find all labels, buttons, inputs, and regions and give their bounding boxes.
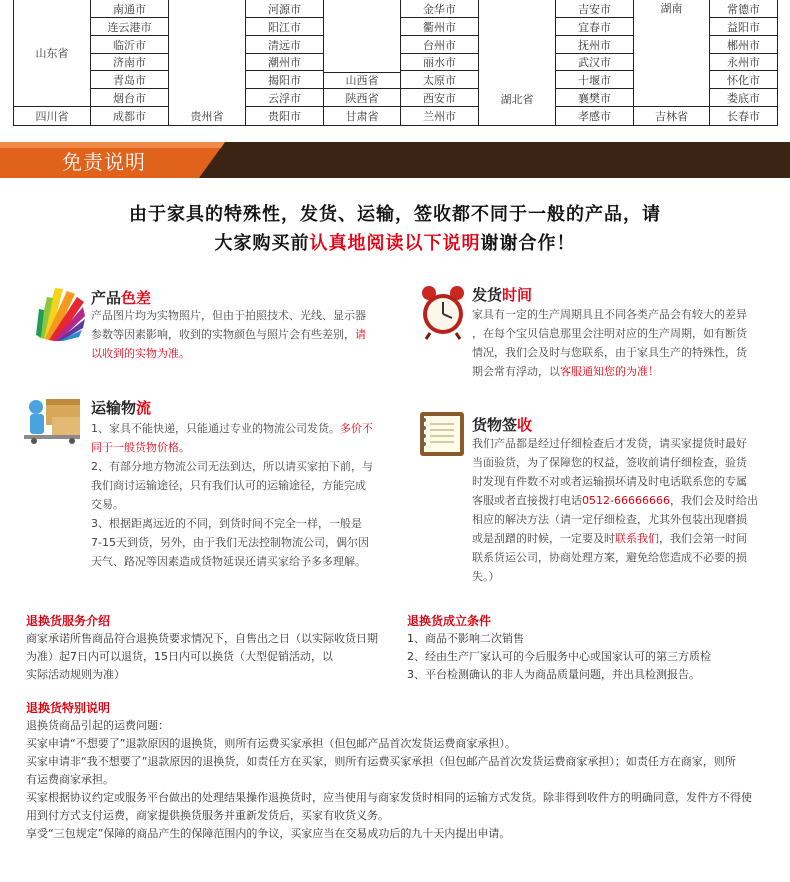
logistics-line-1-a: 1、家具不能快递，只能通过专业的物流公司发货。 xyxy=(91,422,340,435)
city-cell: 湖北省 xyxy=(478,0,556,126)
city-cell: 清远市 xyxy=(245,35,324,54)
city-cell: 丽水市 xyxy=(400,53,479,71)
banner-title: 免责说明 xyxy=(62,150,146,174)
delivery-line-4-red: 客服通知您的为准！ xyxy=(560,365,659,378)
receipt-line-4-a: 客服或者直接拨打电话 xyxy=(472,494,582,507)
receipt-block-title xyxy=(472,414,532,435)
receipt-line-5: 相应的解决方法（请一定仔细检查，尤其外包装出现磨损 xyxy=(472,513,747,526)
color-line-1: 产品图片均为实物照片，但由于拍照技术、光线、显示器 xyxy=(91,309,366,322)
color-block-title xyxy=(91,287,151,308)
logistics-line-6: 3、根据距离远近的不同，到货时间不完全一样，一般是 xyxy=(91,517,362,530)
city-cell: 甘肃省 xyxy=(323,106,401,126)
logistics-line-1 xyxy=(91,419,391,438)
logistics-title-red: 流 xyxy=(136,399,152,417)
city-cell: 湖南 xyxy=(633,0,710,107)
city-cell: 揭阳市 xyxy=(245,70,324,89)
city-cell: 衢州市 xyxy=(400,17,479,36)
city-cell: 河源市 xyxy=(245,0,324,18)
delivery-boxes-icon xyxy=(22,393,86,445)
logistics-line-5: 交易。 xyxy=(91,498,124,511)
city-cell: 西安市 xyxy=(400,88,479,107)
special-line: 买家申请“不想要了”退款原因的退换货，则所有运费买家承担（但包邮产品首次发货运费商家承担）。 xyxy=(26,737,516,750)
receipt-line-3: 时发现有件数不对或者运输损坏请及时电话联系您的专属 xyxy=(472,475,747,488)
special-line: 买家根据协议约定或服务平台做出的处理结果操作退换货时，应当使用与商家发货时相同的运输方式发货。除非得到收件方的明确同意，发件方不得使 xyxy=(26,791,752,804)
logistics-title-a: 运输物 xyxy=(91,399,137,417)
city-cell: 陕西省 xyxy=(323,88,401,107)
color-title-red: 色差 xyxy=(121,289,152,307)
city-cell: 襄樊市 xyxy=(555,88,634,107)
delivery-block-title xyxy=(472,284,532,305)
color-line-2-a: 参数等因素影响，收到的实物颜色与照片会有些差别， xyxy=(91,328,355,341)
returns-intro-line-1: 商家承诺所售商品符合退换货要求情况下，自售出之日（以实际收货日期 xyxy=(26,632,378,645)
special-line: 有运费商家承担。 xyxy=(26,773,114,786)
city-cell: 孝感市 xyxy=(555,106,634,126)
receipt-line-6-b: ，我们会第一时间 xyxy=(659,532,747,545)
receipt-title-a: 货物签 xyxy=(472,416,518,434)
city-cell: 青岛市 xyxy=(90,70,169,89)
logistics-line-3: 2、有部分地方物流公司无法到达，所以请买家拍下前，与 xyxy=(91,460,373,473)
returns-conditions-list xyxy=(407,630,777,684)
city-cell: 怀化市 xyxy=(709,70,778,89)
receipt-line-4 xyxy=(472,491,772,510)
returns-conditions-title: 退换货成立条件 xyxy=(407,614,492,628)
color-swatch-icon xyxy=(33,283,85,343)
returns-intro-title: 退换货服务介绍 xyxy=(26,614,111,628)
notebook-icon xyxy=(416,410,468,458)
headline-line-1: 由于家具的特殊性，发货、运输，签收都不同于一般的产品，请 xyxy=(129,204,661,225)
special-line: 买家申请非“我不想要了”退款原因的退换货，如责任方在买家，则所有运费买家承担（但包邮产品首次发货运费商家承担）；如责任方在商家，则所 xyxy=(26,755,736,768)
receipt-line-4-b: ，我们会及时给出 xyxy=(669,494,758,507)
city-cell: 贵州省 xyxy=(168,0,246,126)
city-cell: 常德市 xyxy=(709,0,778,18)
delivery-line-2: ，在每个宝贝信息那里会注明对应的生产周期，如有断货 xyxy=(472,327,747,340)
city-cell: 烟台市 xyxy=(90,88,169,107)
returns-special-title: 退换货特别说明 xyxy=(26,701,111,715)
delivery-block-text xyxy=(472,305,772,381)
logistics-line-8: 天气、路况等因素造成货物延误还请买家给予多多理解。 xyxy=(91,555,366,568)
condition-item: 2、经由生产厂家认可的今后服务中心或国家认可的第三方质检 xyxy=(407,650,711,663)
city-cell: 阳江市 xyxy=(245,17,324,36)
city-cell: 益阳市 xyxy=(709,17,778,36)
logistics-line-2: 同于一般货物价格。 xyxy=(91,441,190,454)
receipt-line-1: 我们产品都是经过仔细检查后才发货，请买家提货时最好 xyxy=(472,437,747,450)
color-line-2 xyxy=(91,325,386,344)
city-cell: 四川省 xyxy=(13,106,91,126)
city-cell: 十堰市 xyxy=(555,70,634,89)
city-cell: 娄底市 xyxy=(709,88,778,107)
returns-special-text xyxy=(26,717,781,843)
headline-line-2-a: 大家购买前 xyxy=(214,233,310,254)
city-cell: 济南市 xyxy=(90,53,169,71)
city-cell: 抚州市 xyxy=(555,35,634,54)
returns-intro-line-3: 实际活动规则为准） xyxy=(26,668,125,681)
city-cell: 南通市 xyxy=(90,0,169,18)
delivery-line-4-a: 期会常有浮动，以 xyxy=(472,365,560,378)
color-block-text xyxy=(91,306,386,363)
receipt-line-8: 失。） xyxy=(472,570,500,583)
delivery-line-4 xyxy=(472,362,772,381)
receipt-block-text xyxy=(472,434,772,586)
city-cell: 武汉市 xyxy=(555,53,634,71)
special-line: 退换货商品引起的运费问题： xyxy=(26,719,169,732)
logistics-block-title xyxy=(91,397,151,418)
receipt-line-2: 当面验货，为了保障您的权益，签收前请仔细检查，验货 xyxy=(472,456,747,469)
city-cell: 长春市 xyxy=(709,106,778,126)
logistics-line-1-red: 多价不 xyxy=(340,422,373,435)
logistics-line-4: 我们商讨运输途径，只有我们认可的运输途径，方能完成 xyxy=(91,479,366,492)
condition-item: 3、平台检测确认的非人为商品质量问题，并出具检测报告。 xyxy=(407,668,700,681)
headline-line-2-b: 谢谢合作！ xyxy=(480,233,576,254)
city-cell: 吉安市 xyxy=(555,0,634,18)
city-cell: 吉林省 xyxy=(633,106,710,126)
delivery-title-red: 时间 xyxy=(502,286,533,304)
condition-item: 1、商品不影响二次销售 xyxy=(407,632,524,645)
city-cell: 台州市 xyxy=(400,35,479,54)
receipt-contact-us: 联系我们 xyxy=(615,532,659,545)
alarm-clock-icon xyxy=(418,283,468,341)
receipt-title-red: 收 xyxy=(517,416,533,434)
city-cell: 云浮市 xyxy=(245,88,324,107)
city-cell: 潮州市 xyxy=(245,53,324,71)
receipt-phone: 0512-66666666 xyxy=(582,494,670,507)
receipt-line-6 xyxy=(472,529,772,548)
receipt-line-7: 联系货运公司，协商处理方案，避免给您造成不必要的损 xyxy=(472,551,747,564)
city-cell: 金华市 xyxy=(400,0,479,18)
headline-line-2-red: 认真地阅读以下说明 xyxy=(309,233,481,254)
headline-line-2 xyxy=(0,229,790,255)
special-line: 享受“三包规定”保障的商品产生的保障范围内的争议，买家应当在交易成功后的九十天内提出申请。 xyxy=(26,827,511,840)
city-cell: 山西省 xyxy=(323,0,401,73)
logistics-line-7: 7-15天到货，另外，由于我们无法控制物流公司，偶尔因 xyxy=(91,536,369,549)
city-cell: 兰州市 xyxy=(400,106,479,126)
special-line: 用到付方式支付运费，商家提供换货服务并重新发货后，买家有收货义务。 xyxy=(26,809,389,822)
city-cell: 连云港市 xyxy=(90,17,169,36)
city-cell: 成都市 xyxy=(90,106,169,126)
city-cell: 宜春市 xyxy=(555,17,634,36)
returns-intro-text xyxy=(26,630,396,684)
city-cell: 永州市 xyxy=(709,53,778,71)
logistics-block-text xyxy=(91,419,391,571)
city-table xyxy=(13,0,777,127)
delivery-title-a: 发货 xyxy=(472,286,503,304)
city-cell: 郴州市 xyxy=(709,35,778,54)
delivery-line-1: 家具有一定的生产周期具且不同各类产品会有较大的差异 xyxy=(472,308,747,321)
city-cell: 临沂市 xyxy=(90,35,169,54)
color-title-a: 产品 xyxy=(91,289,122,307)
color-line-2-red: 请 xyxy=(355,328,366,341)
city-cell: 山东省 xyxy=(13,0,91,107)
receipt-line-6-a: 或是刮蹭的时候，一定要及时 xyxy=(472,532,615,545)
city-cell: 贵阳市 xyxy=(245,106,324,126)
color-line-3: 以收到的实物为准。 xyxy=(91,347,190,360)
returns-intro-line-2: 为准）起7日内可以退货，15日内可以换货（大型促销活动，以 xyxy=(26,650,333,663)
city-cell: 太原市 xyxy=(400,70,479,89)
delivery-line-3: 情况，我们会及时与您联系，由于家具生产的特殊性，货 xyxy=(472,346,747,359)
